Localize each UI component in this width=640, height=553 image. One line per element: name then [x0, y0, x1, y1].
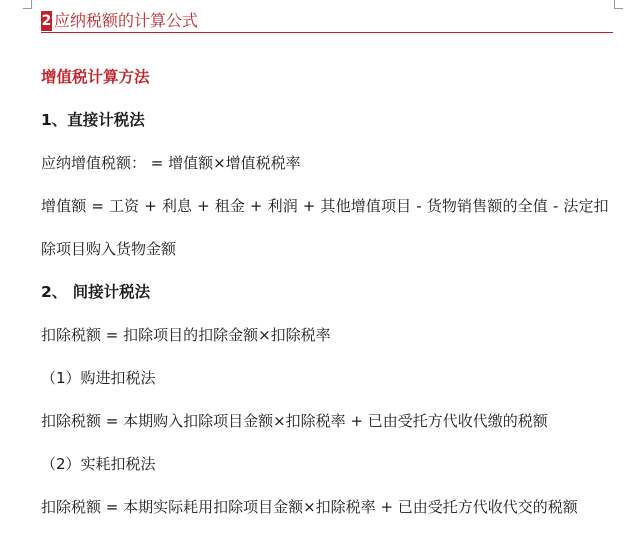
vat-method-heading: 增值税计算方法 [41, 68, 150, 86]
consumption-deduction-title: （2）实耗扣税法 [41, 455, 156, 473]
purchase-deduction-formula: 扣除税额 = 本期购入扣除项目金额×扣除税率 + 已由受托方代收代缴的税额 [41, 412, 548, 430]
value-added-definition-line-1: 增值额 = 工资 + 利息 + 租金 + 利润 + 其他增值项目 - 货物销售额的全值 - 法定扣 [41, 197, 609, 215]
value-added-definition-line-2: 除项目购入货物金额 [41, 240, 177, 258]
section-heading [41, 10, 613, 33]
page-corner-mark-left [23, 0, 32, 9]
page-corner-mark-right [614, 0, 623, 9]
method-direct-title: 1、直接计税法 [41, 111, 145, 129]
indirect-formula: 扣除税额 = 扣除项目的扣除金额×扣除税率 [41, 326, 331, 344]
consumption-deduction-formula: 扣除税额 = 本期实际耗用扣除项目金额×扣除税率 + 已由受托方代收代交的税额 [41, 498, 578, 516]
section-title: 应纳税额的计算公式 [54, 11, 199, 30]
section-number: 2 [41, 13, 52, 29]
direct-formula: 应纳增值税额： = 增值额×增值税税率 [41, 154, 301, 172]
purchase-deduction-title: （1）购进扣税法 [41, 369, 156, 387]
method-indirect-title: 2、 间接计税法 [41, 283, 151, 301]
